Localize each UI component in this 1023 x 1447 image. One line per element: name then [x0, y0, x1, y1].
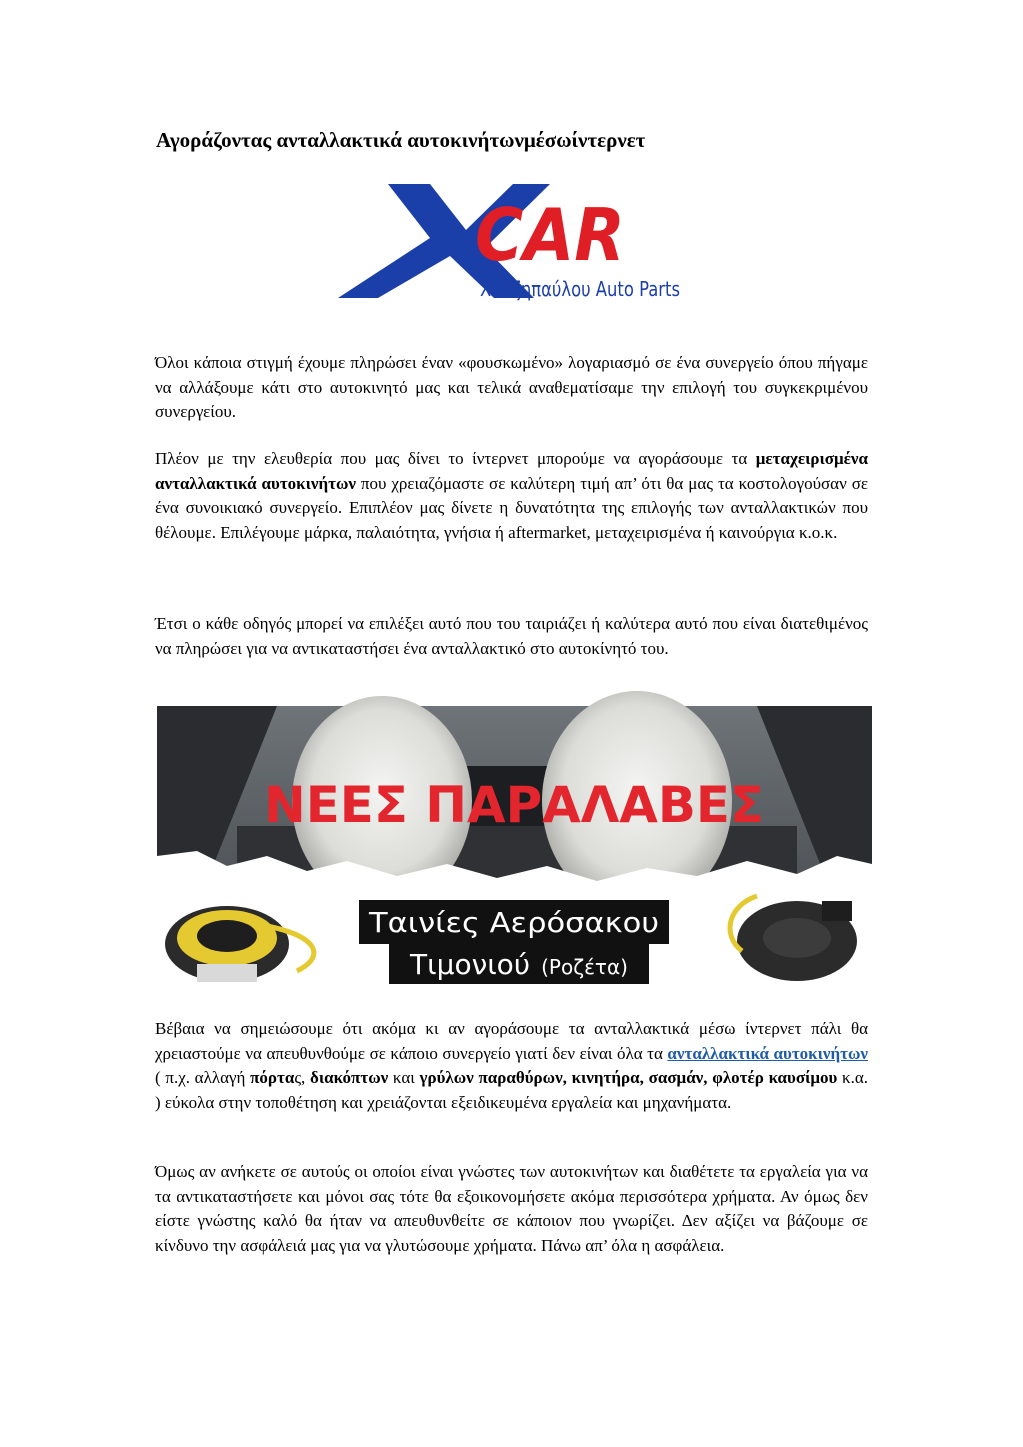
car-parts-link[interactable]: ανταλλακτικά αυτοκινήτων: [667, 1043, 868, 1063]
logo-subtitle: Χατζηπαύλου Auto Parts: [480, 277, 680, 301]
p2-bold-used-parts: μεταχειρισμένα ανταλλακτικά αυτοκινήτων: [155, 449, 868, 493]
page-title: Αγοράζοντας ανταλλακτικά αυτοκινήτωνμέσωίντερνετ: [156, 128, 646, 152]
logo-car-text: CAR: [475, 193, 625, 277]
p4-bold-door: πόρτα: [250, 1068, 295, 1087]
banner-label-line2-main: Τιμονιού: [410, 948, 531, 981]
promo-banner: [157, 706, 872, 994]
p4-text-c: ς,: [294, 1068, 311, 1087]
paragraph-intro: Όλοι κάποια στιγμή έχουμε πληρώσει έναν «φουσκωμένο» λογαριασμό σε ένα συνεργείο όπου πήγαμε να αλλάξουμε κάτι στο αυτοκινητό μας και τελικά αναθεματίσαμε την επιλογή του συγκεκριμένου συνεργείου.: [155, 353, 868, 421]
p2-text-a: Πλέον με την ελευθερία που μας δίνει το ίντερνετ μπορούμε να αγοράσουμε τα: [155, 449, 756, 468]
p4-bold-parts-list: γρύλων παραθύρων, κινητήρα, σασμάν, φλοτέρ καυσίμου: [419, 1068, 838, 1087]
paragraph-workshop-note: [155, 1017, 868, 1115]
paragraph-safety: Όμως αν ανήκετε σε αυτούς οι οποίοι είναι γνώστες των αυτοκινήτων και διαθέτετε τα εργαλεία για να τα αντικαταστήσετε και μόνοι σας τότε θα εξοικονομήσετε ακόμα περισσότερα χρήματα. Αν όμως δεν είστε γνώστης καλό θα ήταν να απευθυνθείτε σε κάποιον που γνωρίζει. Δεν αξίζει να βάζουμε σε κίνδυνο την ασφάλειά μας για να γλυτώσουμε χρήματα. Πάνω απ’ όλα η ασφάλεια.: [155, 1162, 868, 1255]
paragraph-online-parts: [155, 447, 868, 545]
p2-text-b: που χρειαζόμαστε σε καλύτερη τιμή απ’ ότι θα μας τα κοστολογούσαν σε ένα συνοικιακό συνεργείο. Επιπλέον μας δίνετε η δυνατότητα της επιλογής των ανταλλακτικών που θέλουμε. Επιλέγουμε μάρκα, παλαιότητα, γνήσια ή aftermarket, μεταχειρισμένα ή καινούργια κ.ο.κ.: [155, 473, 868, 542]
p4-text-a: Βέβαια να σημειώσουμε ότι ακόμα κι αν αγοράσουμε τα ανταλλακτικά μέσω ίντερνετ πάλι θα χρειαστούμε να απευθυνθούμε σε κάποιο συνεργείο γιατί δεν είναι όλα τα: [155, 1019, 868, 1063]
xcar-logo: [338, 180, 688, 302]
p4-text-b: ( π.χ. αλλαγή: [155, 1068, 251, 1087]
banner-label-line2-paren: (Ροζέτα): [541, 955, 628, 979]
p4-bold-switches: διακόπτων: [310, 1068, 389, 1087]
banner-label-line1: Ταινίες Αερόσακου: [367, 906, 659, 939]
paragraph-driver-choice: Έτσι ο κάθε οδηγός μπορεί να επιλέξει αυτό που του ταιριάζει ή καλύτερα αυτό που είναι διατεθιμένος να πληρώσει για να αντικαταστήσει ένα ανταλλακτικό στο αυτοκίνητό του.: [155, 614, 868, 658]
p4-text-d: και: [388, 1068, 420, 1087]
p4-text-e: κ.α. ) εύκολα στην τοποθέτηση και χρειάζονται εξειδικευμένα εργαλεία και μηχανήματα.: [155, 1068, 868, 1112]
banner-headline: ΝΕΕΣ ΠΑΡΑΛΑΒΕΣ: [264, 776, 764, 834]
